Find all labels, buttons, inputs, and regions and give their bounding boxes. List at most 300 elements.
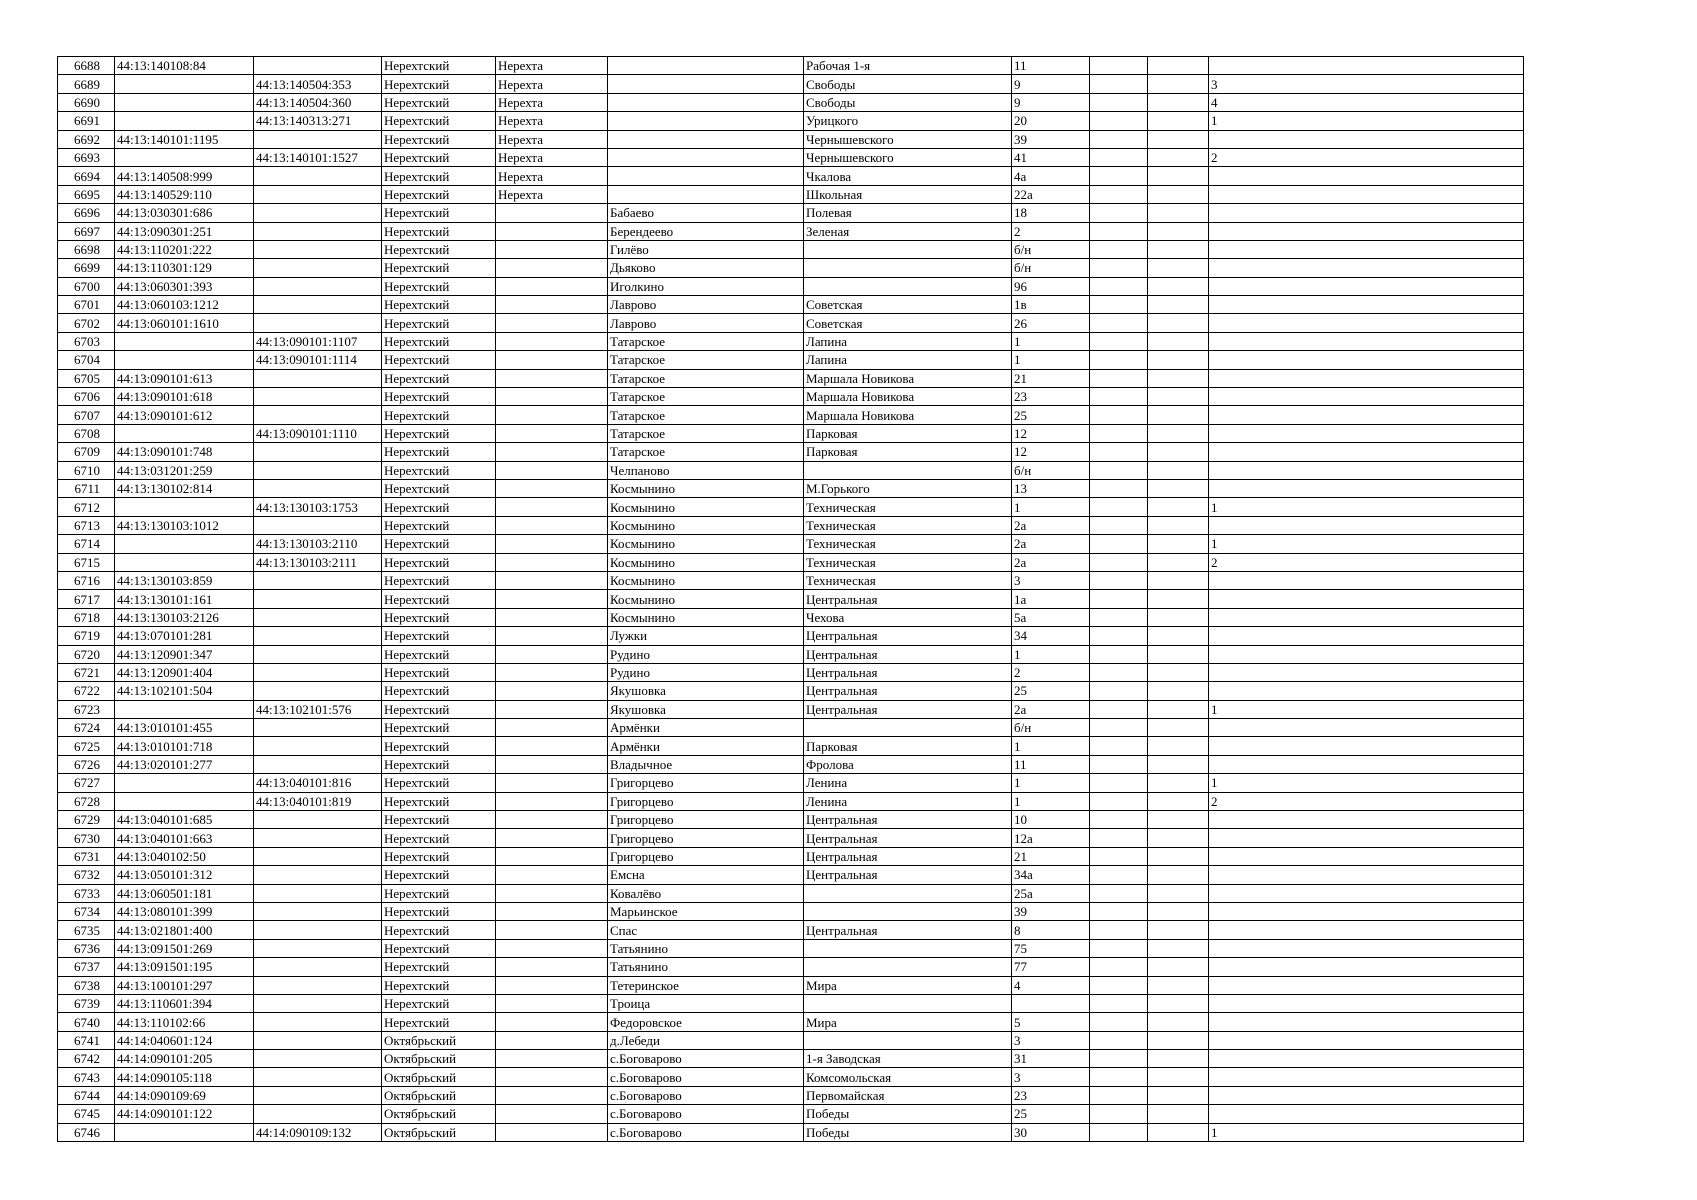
cell-building — [1090, 608, 1148, 626]
cell-building — [1090, 332, 1148, 350]
cell-cadastral-number-premises — [254, 479, 382, 497]
cell-settlement: Берендеево — [608, 222, 804, 240]
cell-cadastral-number-premises: 44:13:130103:2110 — [254, 535, 382, 553]
cell-cadastral-number-premises — [254, 1013, 382, 1031]
cell-city — [496, 1050, 608, 1068]
cell-building — [1090, 148, 1148, 166]
cell-building — [1090, 976, 1148, 994]
cell-city — [496, 590, 608, 608]
cell-street: Фролова — [804, 755, 1012, 773]
cell-district: Нерехтский — [382, 755, 496, 773]
cell-street: Центральная — [804, 921, 1012, 939]
cell-cadastral-number-premises — [254, 369, 382, 387]
table-row — [58, 663, 1524, 681]
cell-street: М.Горького — [804, 479, 1012, 497]
cell-row-number: 6739 — [58, 994, 115, 1012]
cell-settlement: Татьянино — [608, 939, 804, 957]
cell-street: Мира — [804, 1013, 1012, 1031]
cell-settlement: Челпаново — [608, 461, 804, 479]
cell-row-number: 6709 — [58, 443, 115, 461]
cell-row-number: 6701 — [58, 296, 115, 314]
cell-cadastral-number-premises — [254, 976, 382, 994]
cell-cadastral-number-premises — [254, 847, 382, 865]
cell-house-number: 41 — [1012, 148, 1090, 166]
cell-settlement — [608, 112, 804, 130]
cell-house-number: 2а — [1012, 516, 1090, 534]
table-row — [58, 167, 1524, 185]
cell-structure — [1148, 369, 1209, 387]
cell-cadastral-number-building: 44:13:120901:347 — [115, 645, 254, 663]
cell-row-number: 6702 — [58, 314, 115, 332]
cell-cadastral-number-building: 44:13:030301:686 — [115, 204, 254, 222]
cell-house-number: 9 — [1012, 75, 1090, 93]
table-row — [58, 479, 1524, 497]
cell-city — [496, 443, 608, 461]
table-row — [58, 608, 1524, 626]
cell-cadastral-number-building: 44:13:140101:1195 — [115, 130, 254, 148]
cell-settlement — [608, 75, 804, 93]
cell-city — [496, 259, 608, 277]
cell-apartment — [1209, 516, 1524, 534]
cell-structure — [1148, 332, 1209, 350]
cell-city: Нерехта — [496, 167, 608, 185]
cell-house-number: 34 — [1012, 627, 1090, 645]
cell-structure — [1148, 939, 1209, 957]
cell-district: Нерехтский — [382, 443, 496, 461]
cell-building — [1090, 1050, 1148, 1068]
cell-cadastral-number-building: 44:13:140108:84 — [115, 57, 254, 75]
cell-cadastral-number-building: 44:13:060103:1212 — [115, 296, 254, 314]
cell-street: Ленина — [804, 774, 1012, 792]
cell-district: Нерехтский — [382, 296, 496, 314]
cell-house-number: 25а — [1012, 884, 1090, 902]
cell-building — [1090, 167, 1148, 185]
cell-city: Нерехта — [496, 148, 608, 166]
cell-cadastral-number-premises — [254, 939, 382, 957]
cell-district: Нерехтский — [382, 130, 496, 148]
cell-cadastral-number-premises — [254, 406, 382, 424]
cell-house-number: 5а — [1012, 608, 1090, 626]
cell-apartment — [1209, 829, 1524, 847]
cell-street: Полевая — [804, 204, 1012, 222]
cell-house-number: 3 — [1012, 571, 1090, 589]
cell-row-number: 6718 — [58, 608, 115, 626]
cell-district: Нерехтский — [382, 590, 496, 608]
cell-city: Нерехта — [496, 112, 608, 130]
cell-street: Техническая — [804, 516, 1012, 534]
cell-house-number: 12 — [1012, 443, 1090, 461]
cell-building — [1090, 461, 1148, 479]
cell-house-number: 39 — [1012, 130, 1090, 148]
cell-cadastral-number-premises — [254, 1105, 382, 1123]
cell-street: Центральная — [804, 700, 1012, 718]
cell-district: Нерехтский — [382, 774, 496, 792]
cell-district: Нерехтский — [382, 994, 496, 1012]
cell-apartment — [1209, 994, 1524, 1012]
cell-street: Маршала Новикова — [804, 406, 1012, 424]
cell-building — [1090, 185, 1148, 203]
table-row — [58, 332, 1524, 350]
cell-structure — [1148, 792, 1209, 810]
cell-apartment — [1209, 332, 1524, 350]
cell-street: Чехова — [804, 608, 1012, 626]
cell-city — [496, 424, 608, 442]
cell-city — [496, 902, 608, 920]
cell-building — [1090, 645, 1148, 663]
cell-building — [1090, 755, 1148, 773]
cell-structure — [1148, 811, 1209, 829]
cell-row-number: 6698 — [58, 240, 115, 258]
cell-settlement: Дьяково — [608, 259, 804, 277]
cell-street: Центральная — [804, 590, 1012, 608]
table-row — [58, 222, 1524, 240]
table-row — [58, 75, 1524, 93]
cell-building — [1090, 351, 1148, 369]
cell-cadastral-number-building — [115, 792, 254, 810]
cell-district: Нерехтский — [382, 719, 496, 737]
cell-street: Чкалова — [804, 167, 1012, 185]
cell-structure — [1148, 976, 1209, 994]
cell-structure — [1148, 1086, 1209, 1104]
cell-structure — [1148, 222, 1209, 240]
cell-house-number: 4 — [1012, 976, 1090, 994]
cell-row-number: 6726 — [58, 755, 115, 773]
cell-building — [1090, 719, 1148, 737]
cell-apartment — [1209, 167, 1524, 185]
cell-settlement: Татарское — [608, 406, 804, 424]
cell-street: Рабочая 1-я — [804, 57, 1012, 75]
cell-building — [1090, 829, 1148, 847]
cell-row-number: 6738 — [58, 976, 115, 994]
cell-structure — [1148, 1050, 1209, 1068]
cell-apartment: 2 — [1209, 553, 1524, 571]
cell-apartment — [1209, 296, 1524, 314]
table-row — [58, 847, 1524, 865]
cell-row-number: 6715 — [58, 553, 115, 571]
table-row — [58, 811, 1524, 829]
cell-street: Лапина — [804, 332, 1012, 350]
cell-house-number: 34а — [1012, 866, 1090, 884]
cell-cadastral-number-building: 44:13:090101:612 — [115, 406, 254, 424]
cell-row-number: 6743 — [58, 1068, 115, 1086]
cell-structure — [1148, 296, 1209, 314]
cell-apartment — [1209, 185, 1524, 203]
cell-house-number: 3 — [1012, 1031, 1090, 1049]
cell-apartment: 1 — [1209, 774, 1524, 792]
cell-cadastral-number-building: 44:13:060101:1610 — [115, 314, 254, 332]
cell-building — [1090, 921, 1148, 939]
cell-settlement: Григорцево — [608, 774, 804, 792]
cell-cadastral-number-premises — [254, 608, 382, 626]
cell-district: Октябрьский — [382, 1031, 496, 1049]
cell-cadastral-number-premises — [254, 737, 382, 755]
cell-building — [1090, 958, 1148, 976]
cell-street: Центральная — [804, 847, 1012, 865]
cell-cadastral-number-building — [115, 332, 254, 350]
cell-apartment — [1209, 847, 1524, 865]
cell-house-number: 2 — [1012, 663, 1090, 681]
table-row — [58, 461, 1524, 479]
cell-city: Нерехта — [496, 75, 608, 93]
cell-house-number: б/н — [1012, 719, 1090, 737]
cell-apartment — [1209, 130, 1524, 148]
cell-district: Нерехтский — [382, 571, 496, 589]
cell-cadastral-number-building: 44:13:031201:259 — [115, 461, 254, 479]
cell-settlement: Армёнки — [608, 737, 804, 755]
cell-apartment — [1209, 351, 1524, 369]
table-row — [58, 498, 1524, 516]
cell-cadastral-number-premises: 44:13:090101:1114 — [254, 351, 382, 369]
cell-street — [804, 719, 1012, 737]
cell-row-number: 6737 — [58, 958, 115, 976]
cell-settlement: Иголкино — [608, 277, 804, 295]
cell-street: Парковая — [804, 443, 1012, 461]
cell-row-number: 6710 — [58, 461, 115, 479]
cell-cadastral-number-premises — [254, 57, 382, 75]
cell-district: Нерехтский — [382, 498, 496, 516]
cell-settlement: с.Боговарово — [608, 1105, 804, 1123]
cell-structure — [1148, 535, 1209, 553]
cell-house-number — [1012, 994, 1090, 1012]
cell-structure — [1148, 645, 1209, 663]
cell-house-number: 5 — [1012, 1013, 1090, 1031]
cell-cadastral-number-building: 44:13:090101:748 — [115, 443, 254, 461]
table-row — [58, 627, 1524, 645]
cell-house-number: 12 — [1012, 424, 1090, 442]
cell-city — [496, 958, 608, 976]
cell-district: Нерехтский — [382, 737, 496, 755]
cell-street: Комсомольская — [804, 1068, 1012, 1086]
cell-cadastral-number-premises — [254, 222, 382, 240]
cell-row-number: 6688 — [58, 57, 115, 75]
cell-structure — [1148, 663, 1209, 681]
cell-apartment — [1209, 479, 1524, 497]
cell-settlement: Емсна — [608, 866, 804, 884]
cell-apartment — [1209, 645, 1524, 663]
cell-city — [496, 627, 608, 645]
cell-district: Нерехтский — [382, 424, 496, 442]
cell-settlement: Якушовка — [608, 682, 804, 700]
cell-street: Маршала Новикова — [804, 369, 1012, 387]
cell-cadastral-number-premises — [254, 259, 382, 277]
cell-apartment — [1209, 755, 1524, 773]
cell-apartment: 4 — [1209, 93, 1524, 111]
cell-settlement: Лужки — [608, 627, 804, 645]
cell-structure — [1148, 93, 1209, 111]
table-row — [58, 829, 1524, 847]
cell-building — [1090, 369, 1148, 387]
cell-cadastral-number-premises — [254, 719, 382, 737]
cell-district: Нерехтский — [382, 167, 496, 185]
cell-structure — [1148, 148, 1209, 166]
cell-apartment — [1209, 737, 1524, 755]
cell-city — [496, 700, 608, 718]
cell-district: Октябрьский — [382, 1068, 496, 1086]
cell-cadastral-number-premises: 44:13:102101:576 — [254, 700, 382, 718]
table-row — [58, 185, 1524, 203]
cell-city — [496, 204, 608, 222]
cell-building — [1090, 240, 1148, 258]
cell-cadastral-number-building: 44:13:021801:400 — [115, 921, 254, 939]
cell-district: Нерехтский — [382, 811, 496, 829]
cell-settlement: Спас — [608, 921, 804, 939]
cell-row-number: 6734 — [58, 902, 115, 920]
cell-cadastral-number-building: 44:13:050101:312 — [115, 866, 254, 884]
cell-structure — [1148, 608, 1209, 626]
cell-cadastral-number-building: 44:13:091501:269 — [115, 939, 254, 957]
cell-city — [496, 737, 608, 755]
cell-structure — [1148, 847, 1209, 865]
table-row — [58, 351, 1524, 369]
cell-house-number: 2а — [1012, 553, 1090, 571]
cell-settlement: Татарское — [608, 424, 804, 442]
table-row — [58, 571, 1524, 589]
cell-row-number: 6699 — [58, 259, 115, 277]
cell-cadastral-number-building — [115, 424, 254, 442]
cell-city — [496, 314, 608, 332]
cell-row-number: 6745 — [58, 1105, 115, 1123]
cell-settlement: Лаврово — [608, 314, 804, 332]
cell-cadastral-number-premises — [254, 866, 382, 884]
cell-district: Нерехтский — [382, 93, 496, 111]
cell-house-number: 25 — [1012, 406, 1090, 424]
cell-house-number: 2а — [1012, 700, 1090, 718]
cell-house-number: 30 — [1012, 1123, 1090, 1141]
cell-settlement: Владычное — [608, 755, 804, 773]
cell-street — [804, 277, 1012, 295]
cell-street — [804, 884, 1012, 902]
cell-structure — [1148, 498, 1209, 516]
cell-house-number: 8 — [1012, 921, 1090, 939]
cell-house-number: 20 — [1012, 112, 1090, 130]
cell-cadastral-number-building: 44:13:130103:859 — [115, 571, 254, 589]
cell-street: Центральная — [804, 682, 1012, 700]
cell-structure — [1148, 351, 1209, 369]
cell-house-number: 18 — [1012, 204, 1090, 222]
cell-cadastral-number-premises: 44:13:140313:271 — [254, 112, 382, 130]
cell-cadastral-number-building: 44:13:110102:66 — [115, 1013, 254, 1031]
cell-cadastral-number-building: 44:13:140529:110 — [115, 185, 254, 203]
cell-building — [1090, 866, 1148, 884]
cell-cadastral-number-building: 44:13:091501:195 — [115, 958, 254, 976]
cell-street: Зеленая — [804, 222, 1012, 240]
cell-cadastral-number-premises — [254, 1031, 382, 1049]
cell-house-number: 1 — [1012, 332, 1090, 350]
cell-cadastral-number-building — [115, 1123, 254, 1141]
cell-city — [496, 866, 608, 884]
cell-row-number: 6717 — [58, 590, 115, 608]
cell-settlement: Космынино — [608, 535, 804, 553]
cell-building — [1090, 1123, 1148, 1141]
cell-apartment: 1 — [1209, 112, 1524, 130]
cell-cadastral-number-premises — [254, 204, 382, 222]
table-row — [58, 1031, 1524, 1049]
cell-district: Нерехтский — [382, 682, 496, 700]
cell-cadastral-number-building: 44:13:010101:455 — [115, 719, 254, 737]
cell-house-number: 25 — [1012, 1105, 1090, 1123]
cell-apartment — [1209, 277, 1524, 295]
cell-cadastral-number-building: 44:13:130102:814 — [115, 479, 254, 497]
cell-street: Победы — [804, 1105, 1012, 1123]
cell-settlement: Космынино — [608, 516, 804, 534]
cell-building — [1090, 1105, 1148, 1123]
cell-city — [496, 369, 608, 387]
cell-row-number: 6720 — [58, 645, 115, 663]
cell-apartment — [1209, 1050, 1524, 1068]
table-row — [58, 112, 1524, 130]
cell-street: Советская — [804, 296, 1012, 314]
cell-city — [496, 1068, 608, 1086]
cell-cadastral-number-building: 44:13:090301:251 — [115, 222, 254, 240]
cell-district: Нерехтский — [382, 369, 496, 387]
cell-district: Нерехтский — [382, 461, 496, 479]
cell-cadastral-number-building: 44:14:040601:124 — [115, 1031, 254, 1049]
cell-cadastral-number-premises — [254, 167, 382, 185]
cell-row-number: 6723 — [58, 700, 115, 718]
table-row — [58, 148, 1524, 166]
cell-settlement: Гилёво — [608, 240, 804, 258]
cell-row-number: 6728 — [58, 792, 115, 810]
cell-row-number: 6736 — [58, 939, 115, 957]
cell-street: Урицкого — [804, 112, 1012, 130]
cell-apartment — [1209, 590, 1524, 608]
cell-structure — [1148, 571, 1209, 589]
cell-city — [496, 682, 608, 700]
cell-street: Лапина — [804, 351, 1012, 369]
cell-house-number: 1 — [1012, 792, 1090, 810]
cell-street: Мира — [804, 976, 1012, 994]
cell-cadastral-number-building: 44:13:090101:613 — [115, 369, 254, 387]
cell-structure — [1148, 921, 1209, 939]
cell-apartment: 2 — [1209, 792, 1524, 810]
cell-structure — [1148, 167, 1209, 185]
cell-row-number: 6695 — [58, 185, 115, 203]
cell-house-number: 25 — [1012, 682, 1090, 700]
cell-apartment — [1209, 406, 1524, 424]
cell-cadastral-number-building: 44:13:090101:618 — [115, 388, 254, 406]
cell-district: Нерехтский — [382, 829, 496, 847]
cell-cadastral-number-premises — [254, 663, 382, 681]
cell-cadastral-number-building — [115, 75, 254, 93]
cell-cadastral-number-building — [115, 351, 254, 369]
table-row — [58, 443, 1524, 461]
cell-structure — [1148, 259, 1209, 277]
cell-structure — [1148, 755, 1209, 773]
cell-district: Нерехтский — [382, 277, 496, 295]
table-row — [58, 737, 1524, 755]
cell-building — [1090, 204, 1148, 222]
cell-street — [804, 994, 1012, 1012]
cell-street: Парковая — [804, 424, 1012, 442]
table-row — [58, 204, 1524, 222]
cell-row-number: 6705 — [58, 369, 115, 387]
cell-apartment — [1209, 240, 1524, 258]
cell-city: Нерехта — [496, 130, 608, 148]
cell-cadastral-number-premises: 44:13:140504:360 — [254, 93, 382, 111]
table-row — [58, 700, 1524, 718]
cell-district: Нерехтский — [382, 314, 496, 332]
cell-apartment — [1209, 1013, 1524, 1031]
cell-street: Маршала Новикова — [804, 388, 1012, 406]
cell-cadastral-number-premises: 44:13:130103:1753 — [254, 498, 382, 516]
cell-row-number: 6725 — [58, 737, 115, 755]
cell-settlement: Григорцево — [608, 829, 804, 847]
cell-street: Центральная — [804, 866, 1012, 884]
cell-district: Нерехтский — [382, 921, 496, 939]
cell-apartment — [1209, 866, 1524, 884]
cell-building — [1090, 259, 1148, 277]
cell-cadastral-number-building — [115, 112, 254, 130]
